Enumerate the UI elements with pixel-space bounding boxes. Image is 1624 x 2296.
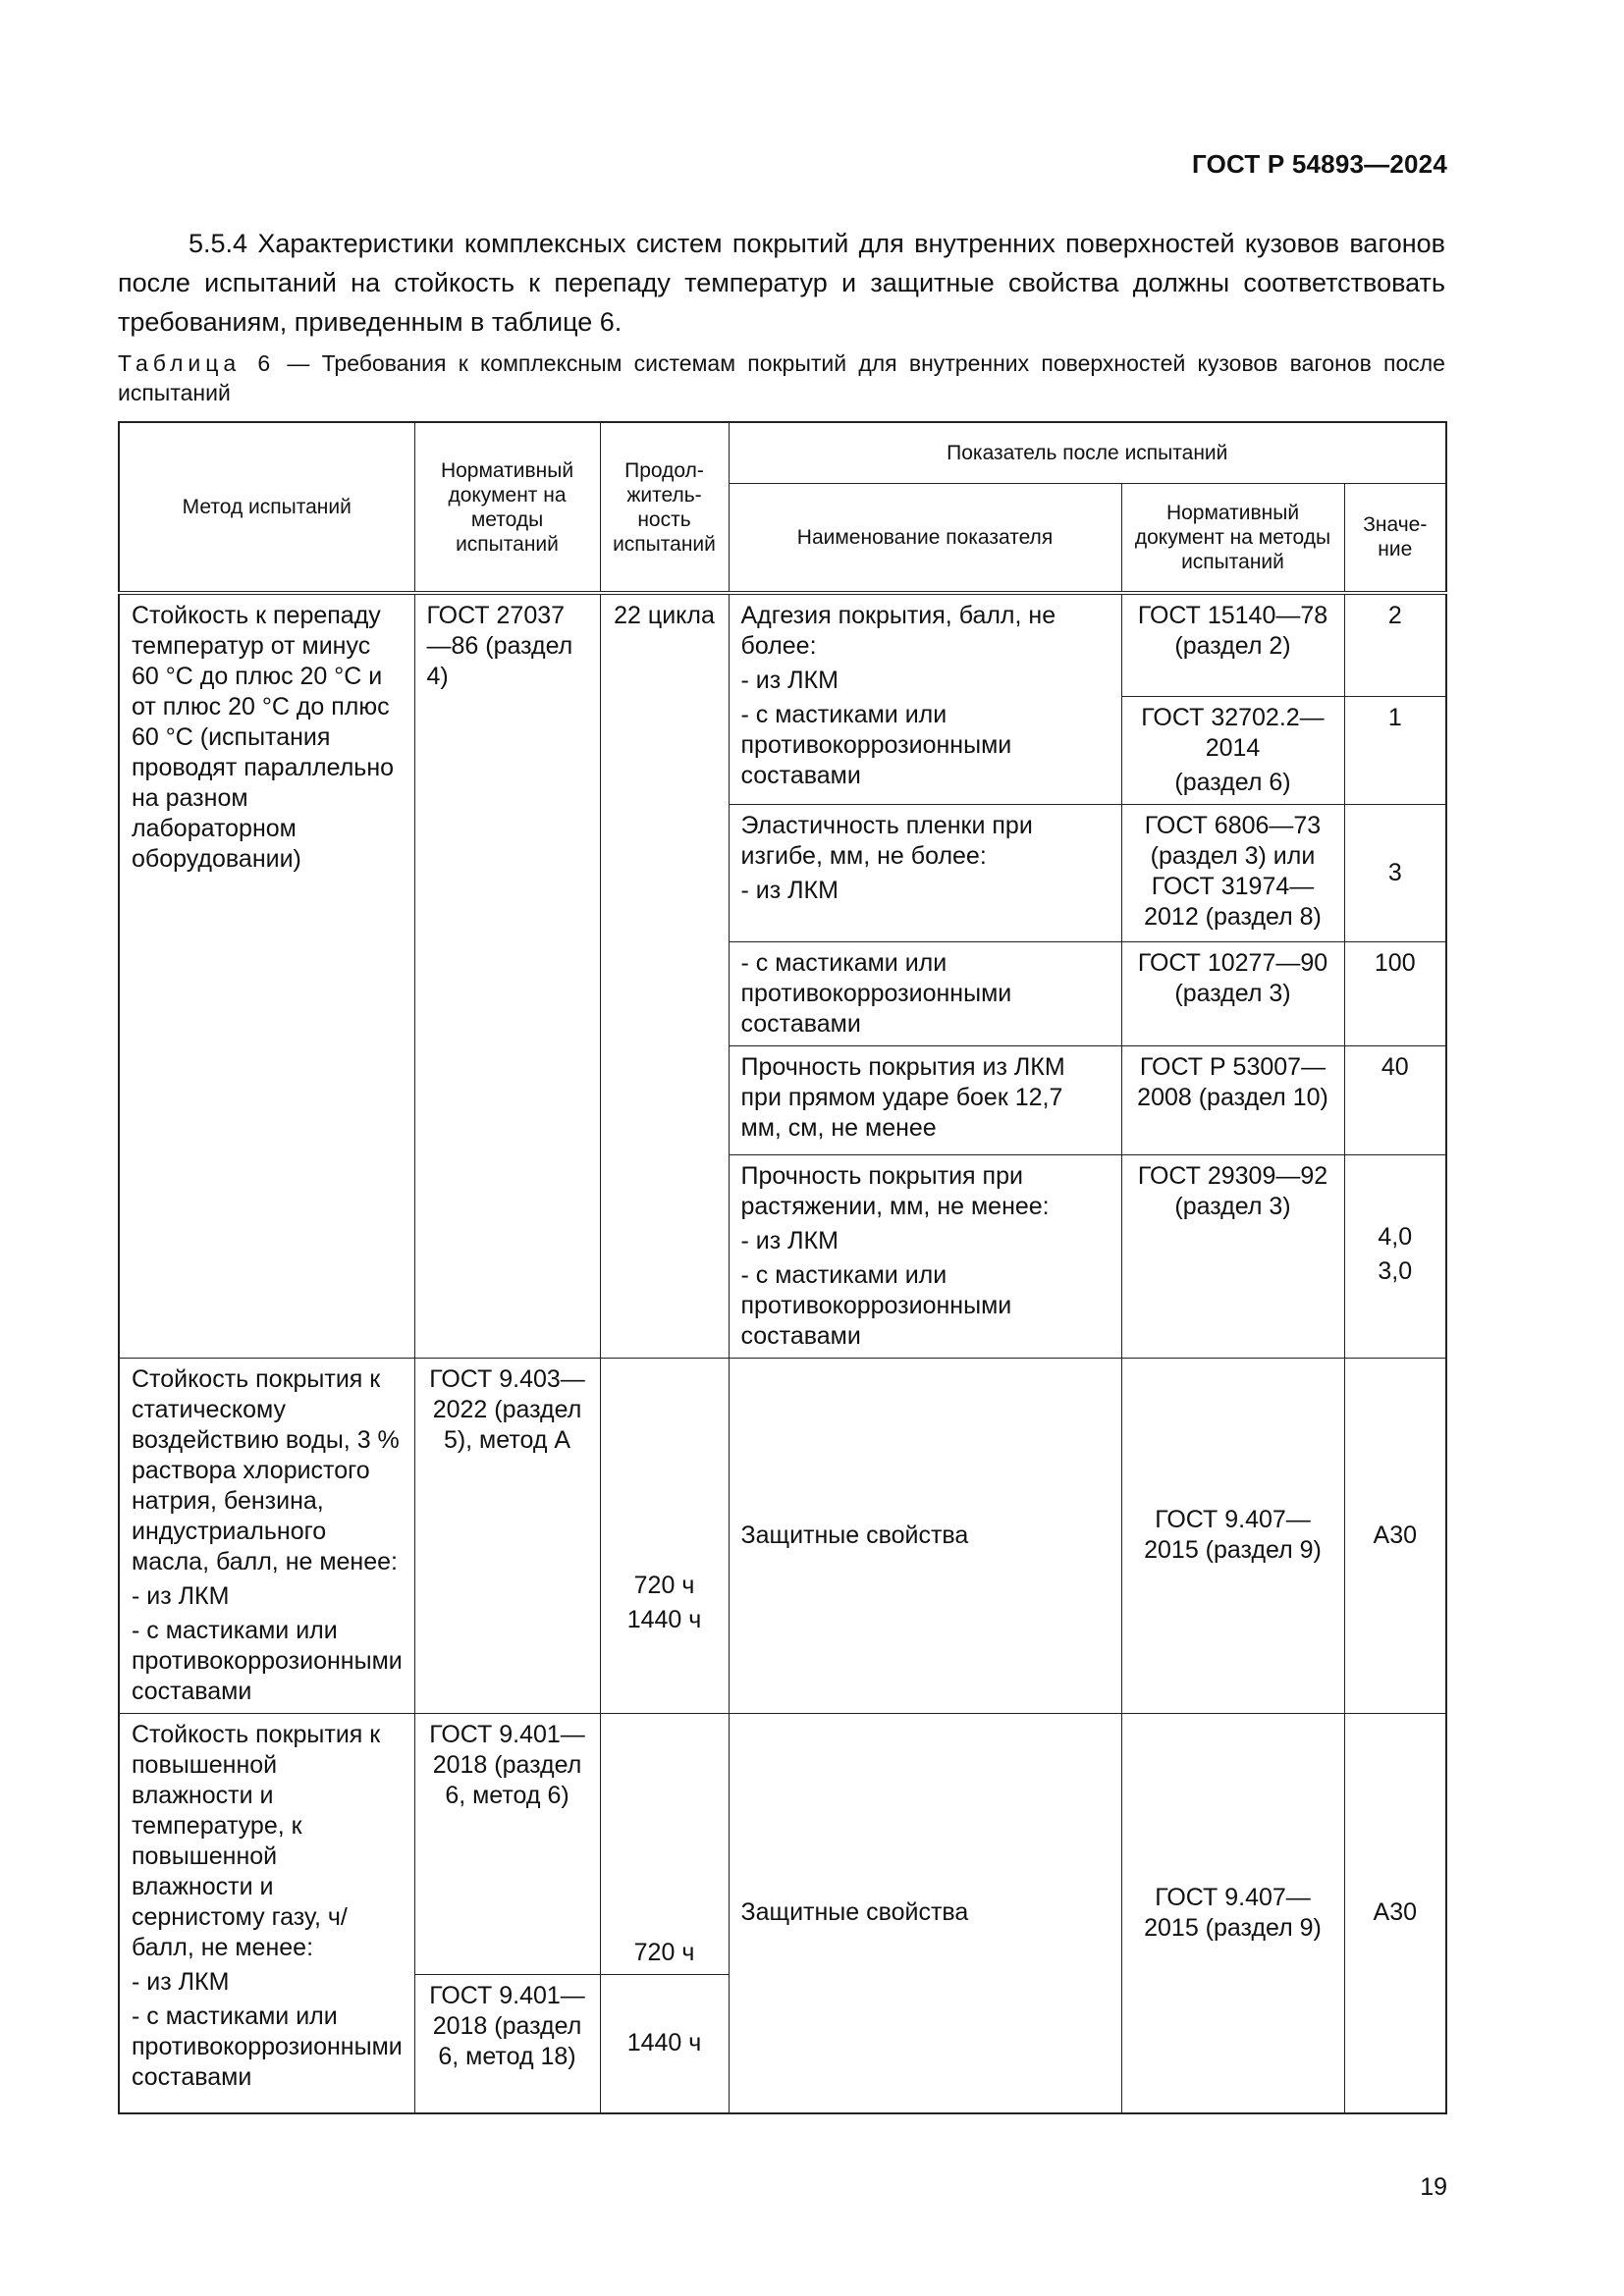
r1-elasticity-name xyxy=(729,804,1121,941)
document-id: ГОСТ Р 54893—2024 xyxy=(1192,149,1447,179)
table-caption xyxy=(118,348,1445,407)
r1-adhesion-doc1: ГОСТ 15140—78 (раздел 2) xyxy=(1121,593,1344,696)
r1-adhesion-val2: 1 xyxy=(1344,696,1446,804)
header-indicator-doc: Нормативный документ на методы испытаний xyxy=(1121,483,1344,593)
r1-tensile-val1: 4,0 xyxy=(1378,1222,1413,1251)
header-method: Метод испытаний xyxy=(119,422,414,593)
r3-value: А30 xyxy=(1344,1713,1446,2113)
r1-doc: ГОСТ 27037—86 (раздел 4) xyxy=(414,593,600,1358)
r3-doc2: ГОСТ 9.401—2018 (раздел 6, метод 18) xyxy=(414,1974,600,2113)
r1-elasticity-sub2: - с мастиками или противокоррозионными составами xyxy=(729,941,1121,1045)
header-value: Значе-ние xyxy=(1344,483,1446,593)
r1-elasticity-doc1: ГОСТ 6806—73 (раздел 3) или ГОСТ 31974—2012 (раздел 8) xyxy=(1121,804,1344,941)
r3-method-sub1: - из ЛКМ xyxy=(132,1967,230,1996)
table-row xyxy=(119,1358,1446,1713)
requirements-table xyxy=(118,421,1447,2114)
table-row xyxy=(119,593,1446,696)
r1-tensile-doc: ГОСТ 29309—92 (раздел 3) xyxy=(1121,1154,1344,1358)
table-caption-lead: Таблица 6 xyxy=(118,350,276,376)
r2-indicator-doc: ГОСТ 9.407—2015 (раздел 9) xyxy=(1121,1358,1344,1713)
r1-tensile-sub1: - из ЛКМ xyxy=(740,1226,839,1255)
r1-impact-name: Прочность покрытия из ЛКМ при прямом ударе боек 12,7 мм, см, не менее xyxy=(729,1045,1121,1154)
r3-indicator-name: Защитные свойства xyxy=(729,1713,1121,2113)
r1-adhesion-name xyxy=(729,593,1121,804)
r1-impact-doc: ГОСТ Р 53007—2008 (раздел 10) xyxy=(1121,1045,1344,1154)
r3-method-title: Стойкость покрытия к повышенной влажности и температуре, к повышенной влажности и сернистому газу, ч/балл, не менее: xyxy=(132,1720,381,1961)
r2-doc: ГОСТ 9.403—2022 (раздел 5), метод А xyxy=(414,1358,600,1713)
r3-doc1: ГОСТ 9.401—2018 (раздел 6, метод 6) xyxy=(414,1713,600,1974)
r1-elasticity-title: Эластичность пленки при изгибе, мм, не более: xyxy=(740,811,1033,870)
r1-adhesion-doc2 xyxy=(1121,696,1344,804)
r1-elasticity-val1: 3 xyxy=(1344,804,1446,941)
r1-elasticity-val2: 100 xyxy=(1344,941,1446,1045)
r1-tensile-val xyxy=(1344,1154,1446,1358)
r1-elasticity-sub1: - из ЛКМ xyxy=(740,876,839,904)
r3-method xyxy=(119,1713,414,2113)
r2-value: А30 xyxy=(1344,1358,1446,1713)
r2-method-title: Стойкость покрытия к статическому воздействию воды, 3 % раствора хлористого натрия, бензина, индустриального масла, балл, не менее: xyxy=(132,1364,400,1575)
page-number: 19 xyxy=(1420,2173,1447,2201)
r1-adhesion-val1: 2 xyxy=(1344,593,1446,696)
r1-tensile-sub2: - с мастиками или противокоррозионными составами xyxy=(740,1260,1012,1350)
intro-paragraph: 5.5.4 Характеристики комплексных систем покрытий для внутренних поверхностей кузовов вагонов после испытаний на стойкость к перепаду температур и защитные свойства должны соответствовать требованиям, приведенным в таблице 6. xyxy=(118,229,1445,337)
r2-duration-2: 1440 ч xyxy=(626,1605,702,1633)
r1-tensile-name xyxy=(729,1154,1121,1358)
header-duration: Продол-житель-ность испытаний xyxy=(600,422,729,593)
header-doc: Нормативный документ на методы испытаний xyxy=(414,422,600,593)
r1-method: Стойкость к перепаду температур от минус 60 °С до плюс 20 °С и от плюс 20 °С до плюс 60 °С (испытания проводят параллельно на разном лабораторном оборудовании) xyxy=(119,593,414,1358)
r2-indicator-name: Защитные свойства xyxy=(729,1358,1121,1713)
r1-duration: 22 цикла xyxy=(600,593,729,1358)
table-row xyxy=(119,1713,1446,1974)
r3-duration-2: 1440 ч xyxy=(600,1974,729,2113)
r2-method-sub2: - с мастиками или противокоррозионными составами xyxy=(132,1616,403,1705)
r2-method xyxy=(119,1358,414,1713)
r2-method-sub1: - из ЛКМ xyxy=(132,1581,230,1610)
r2-duration-1: 720 ч xyxy=(633,1571,695,1599)
r3-indicator-doc: ГОСТ 9.407—2015 (раздел 9) xyxy=(1121,1713,1344,2113)
r1-adhesion-doc2a: ГОСТ 32702.2—2014 xyxy=(1141,703,1325,762)
header-indicator-name: Наименование показателя xyxy=(729,483,1121,593)
r1-tensile-title: Прочность покрытия при растяжении, мм, не менее: xyxy=(740,1161,1050,1220)
header-indicator-group: Показатель после испытаний xyxy=(729,422,1446,483)
r1-adhesion-doc2b: (раздел 6) xyxy=(1174,768,1291,796)
r3-method-sub2: - с мастиками или противокоррозионными составами xyxy=(132,2002,403,2091)
r1-adhesion-sub1: - из ЛКМ xyxy=(740,667,839,694)
r1-elasticity-doc2: ГОСТ 10277—90 (раздел 3) xyxy=(1121,941,1344,1045)
r2-duration xyxy=(600,1358,729,1713)
r3-duration-1: 720 ч xyxy=(600,1713,729,1974)
r1-adhesion-sub2: - с мастиками или противокоррозионными составами xyxy=(740,701,1012,789)
r1-tensile-val2: 3,0 xyxy=(1378,1256,1413,1285)
r1-impact-val: 40 xyxy=(1344,1045,1446,1154)
r1-adhesion-title: Адгезия покрытия, балл, не более: xyxy=(740,602,1056,660)
table-caption-text: — Требования к комплексным системам покрытий для внутренних поверхностей кузовов вагонов после испытаний xyxy=(118,350,1445,405)
